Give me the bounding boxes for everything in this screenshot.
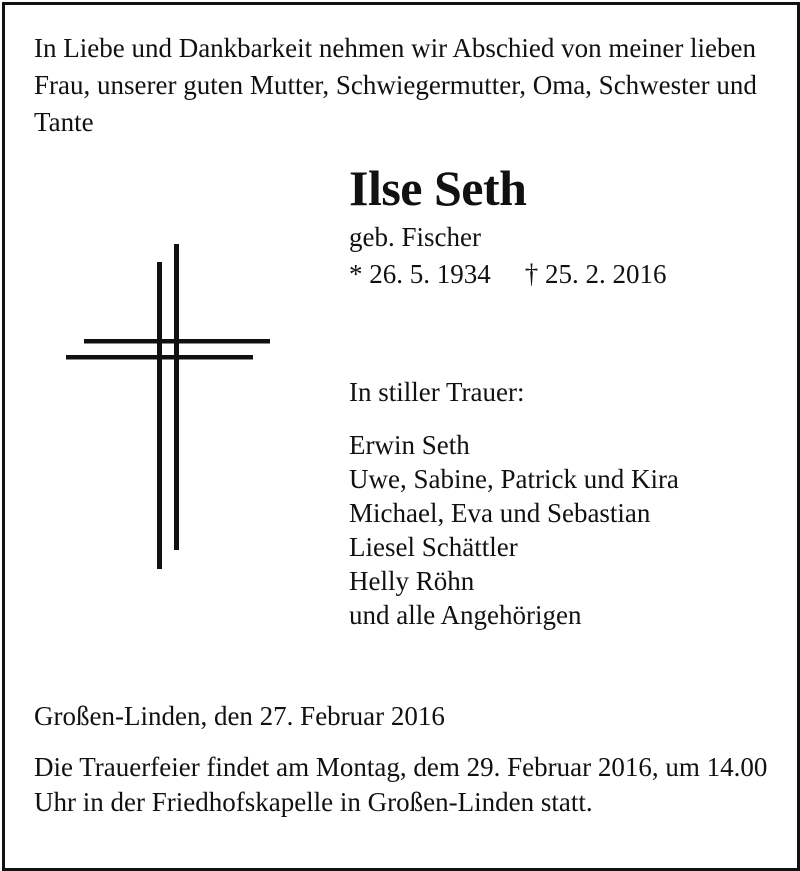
mourner-item: Liesel Schättler <box>349 532 518 562</box>
latin-cross-icon <box>66 244 271 569</box>
place-and-date: Großen-Linden, den 27. Februar 2016 <box>34 701 445 731</box>
funeral-service-text: Die Trauerfeier findet am Montag, dem 29. Februar 2016, um 14.00 Uhr in der Friedhofskapelle in Großen-Linden statt. <box>34 752 768 817</box>
intro-text: In Liebe und Dankbarkeit nehmen wir Abschied von meiner lieben Frau, unserer guten Mutter, Schwiegermutter, Oma, Schwester und Tante <box>34 33 757 137</box>
mourning-heading: In stiller Trauer: <box>349 377 525 407</box>
death-date: † 25. 2. 2016 <box>524 259 667 289</box>
birth-name: geb. Fischer <box>349 222 481 252</box>
mourners-list <box>349 428 679 632</box>
mourner-item: Michael, Eva und Sebastian <box>349 498 651 528</box>
mourner-item: und alle Angehörigen <box>349 600 582 630</box>
birth-date: * 26. 5. 1934 <box>349 259 491 289</box>
deceased-name: Ilse Seth <box>349 160 527 216</box>
mourner-item: Helly Röhn <box>349 566 475 596</box>
mourner-item: Uwe, Sabine, Patrick und Kira <box>349 464 679 494</box>
life-dates <box>349 256 667 292</box>
mourner-item: Erwin Seth <box>349 430 470 460</box>
